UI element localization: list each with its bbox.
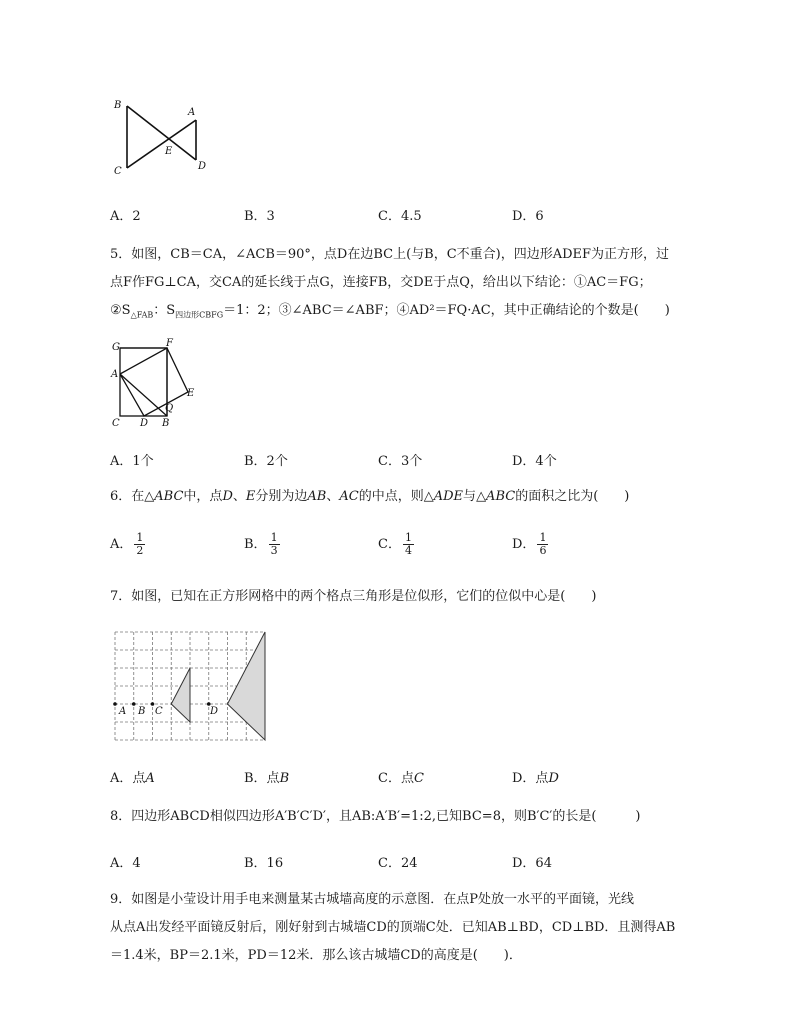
q7-option-d: D．点D	[512, 771, 559, 786]
q6-option-c: C． $\frac{1}{4}$	[378, 531, 412, 557]
label-D: D	[210, 706, 219, 717]
q4-option-c: C．4.5	[378, 209, 422, 224]
label-D: D	[198, 161, 207, 172]
q7-option-a: A．点A	[110, 771, 155, 786]
q6-option-d: D． $\frac{1}{6}$	[512, 531, 547, 557]
label-D: D	[140, 418, 149, 429]
q5-option-d: D．4个	[512, 454, 557, 469]
q6-option-a: A． $\frac{1}{2}$	[110, 531, 144, 557]
label-C: C	[114, 166, 122, 177]
q9-line1: 9．如图是小莹设计用手电来测量某古城墙高度的示意图．在点P处放一水平的平面镜，光线	[110, 892, 635, 907]
label-G: G	[112, 342, 120, 353]
q8-option-d: D．64	[512, 856, 552, 871]
q7-option-c: C．点C	[378, 771, 424, 786]
label-B: B	[162, 418, 170, 429]
figure-bowtie	[110, 98, 210, 178]
label-B: B	[114, 100, 122, 111]
q8-option-c: C．24	[378, 856, 418, 871]
q6-text: 6．在△ABC中，点D、E分别为边AB、AC的中点，则△ADE与△ABC的面积之比为( )	[110, 489, 630, 504]
label-A: A	[111, 369, 119, 380]
label-A: A	[188, 107, 196, 118]
label-E: E	[165, 146, 173, 157]
q5-line1: 5．如图，CB＝CA，∠ACB＝90°，点D在边BC上(与B，C不重合)，四边形ADEF为正方形，过	[110, 247, 670, 262]
label-B: B	[138, 706, 146, 717]
label-E: E	[187, 388, 195, 399]
q7-text: 7．如图，已知在正方形网格中的两个格点三角形是位似形，它们的位似中心是( )	[110, 589, 597, 604]
figure-q7-grid	[112, 629, 268, 745]
label-C: C	[112, 418, 120, 429]
q9-line3: ＝1.4米，BP＝2.1米，PD＝12米．那么该古城墙CD的高度是( )．	[110, 948, 522, 963]
q5-line2: 点F作FG⊥CA，交CA的延长线于点G，连接FB，交DE于点Q，给出以下结论：①AC＝FG；	[110, 275, 652, 290]
q5-option-c: C．3个	[378, 454, 423, 469]
q5-option-a: A．1个	[110, 454, 154, 469]
q4-option-b: B．3	[244, 209, 275, 224]
q5-line3: $②S_{\triangle FAB}$：$S_{四边形CBFG}=1$：2；③∠ABC＝∠ABF；④AD²＝FQ·AC，其中正确结论的个数是( )	[110, 303, 670, 320]
q4-option-a: A．2	[110, 209, 141, 224]
label-A: A	[119, 706, 127, 717]
q7-option-b: B．点B	[244, 771, 290, 786]
q9-line2: 从点A出发经平面镜反射后，刚好射到古城墙CD的顶端C处．已知AB⊥BD，CD⊥BD．且测得AB	[110, 920, 676, 935]
label-C: C	[155, 706, 163, 717]
q8-option-b: B．16	[244, 856, 284, 871]
q8-option-a: A．4	[110, 856, 141, 871]
q8-text: 8．四边形ABCD相似四边形A′B′C′D′，且AB:A′B′=1:2,已知BC=8，则B′C′的长是( )	[110, 809, 641, 824]
label-F: F	[166, 338, 173, 349]
figure-q5	[108, 338, 208, 430]
q6-option-b: B． $\frac{1}{3}$	[244, 531, 278, 557]
label-Q: Q	[165, 403, 174, 414]
q5-option-b: B．2个	[244, 454, 288, 469]
q4-option-d: D．6	[512, 209, 544, 224]
